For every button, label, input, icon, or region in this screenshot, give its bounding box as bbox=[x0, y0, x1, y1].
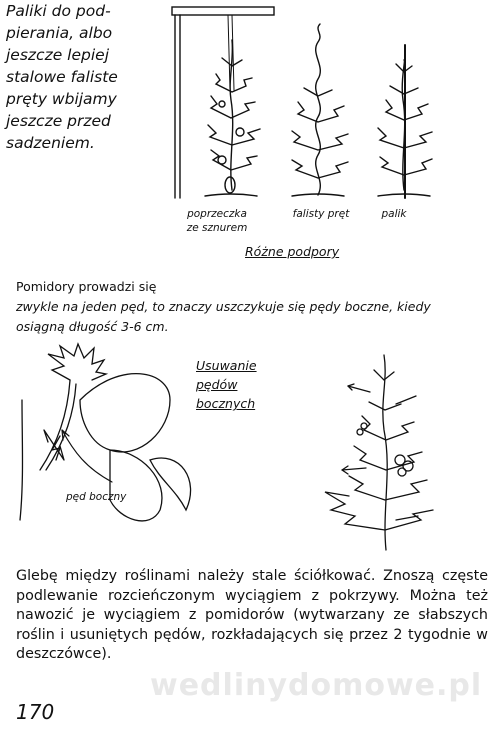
intro-line: pręty wbijamy bbox=[6, 90, 117, 108]
paragraph-line: osiągną długość 3-6 cm. bbox=[16, 319, 169, 334]
intro-line: Paliki do pod- bbox=[6, 2, 111, 20]
plant-wavy bbox=[292, 24, 348, 196]
intro-line: pierania, albo bbox=[6, 24, 113, 42]
side-shoot-arrow bbox=[62, 430, 112, 482]
paragraph-line: zwykle na jeden pęd, to znaczy uszczykuje się pędy boczne, kiedy bbox=[16, 299, 431, 314]
caption-side-shoot: pęd boczny bbox=[66, 491, 127, 503]
intro-line: jeszcze lepiej bbox=[6, 46, 110, 64]
crossbar-frame bbox=[172, 7, 274, 198]
title-line: Usuwanie bbox=[196, 358, 257, 373]
intro-line: sadzeniem. bbox=[6, 134, 95, 152]
watermark: wedlinydomowe.pl bbox=[150, 668, 483, 703]
plant-crossbar bbox=[205, 40, 260, 196]
paragraph-mulching: Glebę między roślinami należy stale ściółkować. Znoszą częste podlewanie rozcieńczonym wyciągiem z pokrzywy. Można też nawozić je wyciągiem z pomidorów (wytwarzany ze słabszych roślin i usuniętych pędów, rozkładających się przez 2 tygodnie w deszczówce). bbox=[16, 568, 488, 662]
caption-crossbar-line2: ze sznurem bbox=[186, 222, 248, 234]
plant-with-side-shoots bbox=[325, 355, 433, 550]
intro-line: jeszcze przed bbox=[6, 112, 111, 130]
paragraph-line: Pomidory prowadzi się bbox=[16, 279, 157, 294]
caption-crossbar bbox=[178, 207, 256, 235]
figure-title-supports: Różne podpory bbox=[245, 244, 340, 259]
page-number: 170 bbox=[16, 700, 55, 724]
caption-stake: palik bbox=[381, 208, 407, 220]
caption-crossbar-line1: poprzeczka bbox=[187, 208, 247, 220]
title-line: bocznych bbox=[196, 396, 256, 411]
intro-text bbox=[6, 0, 166, 154]
plant-stake bbox=[378, 45, 432, 198]
intro-line: stalowe faliste bbox=[6, 68, 118, 86]
caption-wavy-rod: falisty pręt bbox=[292, 208, 350, 220]
title-line: pędów bbox=[196, 377, 238, 392]
paragraph-single-stem bbox=[16, 277, 486, 337]
figure-title-remove-shoots bbox=[196, 356, 276, 413]
